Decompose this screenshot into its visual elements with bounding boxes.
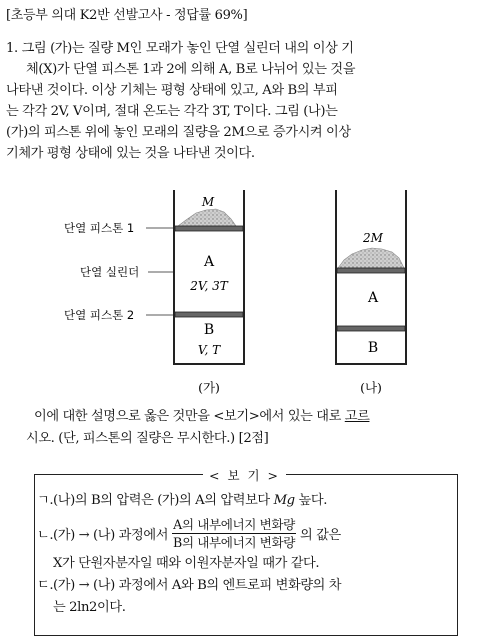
prompt-line-2: 시오. (단, 피스톤의 질량은 무시한다.) [2점] [26,431,269,446]
sand-na [338,248,404,268]
choice-b-numerator: A의 내부에너지 변화량 [173,516,295,532]
choice-b-line-2: X가 단원자분자일 때와 이원자분자일 때가 같다. [53,556,320,571]
cylinder-figure [0,186,482,402]
piston-1-ga [175,226,243,231]
choice-c-mark: ㄷ. [37,578,54,593]
sand-ga [178,209,236,226]
piston-2-ga [175,312,243,317]
cylinder-diagram [0,186,482,402]
choices-box [34,468,458,636]
caption-ga: (가) [198,380,220,395]
label-piston-1: 단열 피스톤 1 [64,221,135,235]
region-b-values-ga: V, T [197,343,221,357]
question-prompt [6,406,476,450]
choice-a-text: (나)의 B의 압력은 (가)의 A의 압력보다 [53,493,274,508]
cylinder-na [335,190,407,364]
choice-a-end: 높다. [294,493,327,508]
choices-title: < 보 기 > [203,466,286,484]
choice-b-mark: ㄴ. [37,527,54,543]
region-a-label-ga: A [203,254,215,270]
choice-a-mark: ㄱ. [37,493,54,508]
label-piston-2: 단열 피스톤 2 [64,308,135,322]
question-line-4: 는 각각 2V, V이며, 절대 온도는 각각 3T, T이다. 그림 (나)는 [6,104,338,119]
sand-mass-label-ga: M [201,195,215,209]
question-number: 1. [6,41,18,56]
figure-labels [64,221,175,322]
choice-b-post: 의 값은 [300,527,341,543]
choice-a [37,489,457,513]
question-line-6: 기체가 평형 상태에 있는 것을 나타낸 것이다. [6,146,255,161]
cylinder-ga [173,190,245,364]
caption-na: (나) [360,380,382,395]
piston-1-na [337,268,405,273]
choice-b-fraction [172,516,296,551]
piston-2-na [337,326,405,331]
choice-a-italic: Mg [273,493,295,508]
choice-c-line-1: (가) → (나) 과정에서 A와 B의 엔트로피 변화량의 차 [53,578,342,593]
question-line-3: 나타낸 것이다. 이상 기체는 평형 상태에 있고, A와 B의 부피 [6,83,338,98]
sand-mass-label-na: 2M [363,231,383,245]
choice-b-pre: (가) → (나) 과정에서 [53,527,169,543]
question-line-5: (가)의 피스톤 위에 놓인 모래의 질량을 2M으로 증가시켜 이상 [6,125,351,140]
exam-header: [초등부 의대 K2반 선발고사 - 정답률 69%] [6,8,248,23]
question-stem [6,38,476,164]
region-a-label-na: A [367,290,379,306]
choice-c [37,575,457,597]
choice-b-denominator: B의 내부에너지 변화량 [173,534,295,550]
choice-b [37,513,457,553]
region-a-values-ga: 2V, 3T [190,279,228,293]
region-b-label-ga: B [203,322,215,338]
question-line-2: 체(X)가 단열 피스톤 1과 2에 의해 A, B로 나뉘어 있는 것을 [26,62,356,77]
label-cylinder: 단열 실린더 [80,265,140,279]
choice-c-line-2: 는 2ln2이다. [53,600,126,615]
prompt-underlined-word: 고르 [344,409,370,424]
region-b-label-na: B [367,340,379,356]
question-line-1: 그림 (가)는 질량 M인 모래가 놓인 단열 실린더 내의 이상 기 [21,41,354,56]
prompt-line-1: 이에 대한 설명으로 옳은 것만을 <보기>에서 있는 대로 [34,409,345,424]
